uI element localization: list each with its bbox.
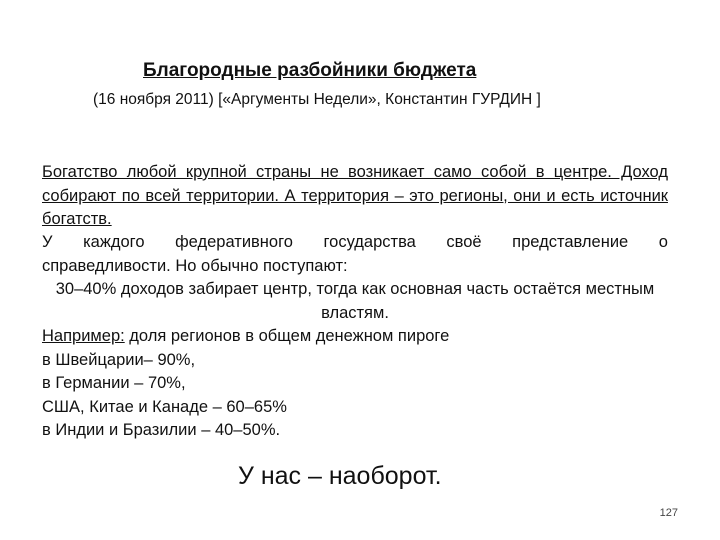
list-item: в Индии и Бразилии – 40–50%. [42,421,281,439]
paragraph-fairness-line2: справедливости. Но обычно поступают: [42,256,348,275]
example-label: Например: [42,327,125,345]
examples-intro [42,325,449,349]
slide-title: Благородные разбойники бюджета [143,60,477,81]
slide-subtitle: (16 ноября 2011) [«Аргументы Недели», Константин ГУРДИН ] [93,91,541,108]
conclusion: У нас – наоборот. [238,462,442,490]
paragraph-wealth-source: Богатство любой крупной страны не возникает само собой в центре. Доход собирают по всей территории. А территория – это регионы, они и есть источник богатств. [42,163,668,228]
example-text: доля регионов в общем денежном пироге [124,327,450,345]
paragraph-fairness [42,231,668,278]
page-number: 127 [659,507,678,519]
list-item: США, Китае и Канаде – 60–65% [42,397,287,416]
paragraph-fairness-line1: У каждого федеративного государства своё представление о [42,233,668,251]
list-item: в Германии – 70%, [42,374,186,392]
paragraph-revenue-split: 30–40% доходов забирает центр, тогда как основная часть остаётся местным властям. [55,280,655,322]
list-item: в Швейцарии– 90%, [42,350,196,369]
examples-list [42,325,449,443]
